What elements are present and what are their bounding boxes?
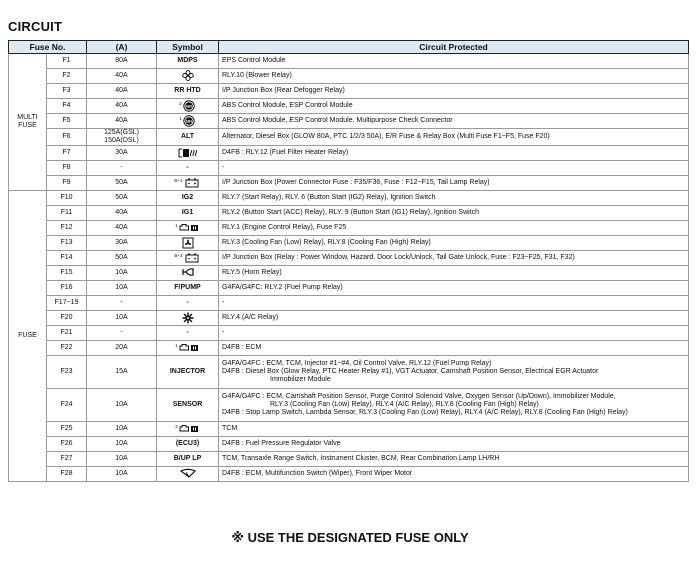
fuse-amperage: 20A (87, 341, 157, 356)
circuit-protected (219, 389, 689, 422)
header-amp: (A) (87, 41, 157, 54)
fuse-amperage: 10A (87, 467, 157, 482)
table-row (9, 422, 689, 437)
symbol-index: 3 (175, 424, 178, 429)
fuse-amperage: 80A (87, 54, 157, 69)
designated-fuse-notice: ※ USE THE DESIGNATED FUSE ONLY (231, 530, 469, 545)
fuel-filter-heater-icon (177, 147, 199, 159)
fuse-symbol (157, 54, 219, 69)
blower-fan-icon (182, 70, 194, 82)
symbol-label: - (186, 299, 189, 306)
fuse-amperage: 50A (87, 251, 157, 266)
horn-icon (181, 267, 195, 279)
table-row (9, 114, 689, 129)
circuit-line: G4FA/G4FC : ECM, TCM, Injector #1~#4, Oil Control Valve, RLY.12 (Fuel Pump Relay) (222, 360, 492, 367)
symbol-label: RR HTD (174, 87, 201, 94)
fuse-number: F8 (47, 161, 87, 176)
fuse-symbol (157, 467, 219, 482)
circuit-line: RLY.3 (Cooling Fan (Low) Relay), RLY.8 (Cooling Fan (High) Relay) (222, 239, 431, 246)
fuse-amperage: 50A (87, 191, 157, 206)
fuse-number: F28 (47, 467, 87, 482)
circuit-line: ABS Control Module, ESP Control Module (222, 102, 353, 109)
fuse-symbol (157, 437, 219, 452)
table-row (9, 69, 689, 84)
table-row (9, 281, 689, 296)
fuse-amperage: 15A (87, 356, 157, 389)
fuse-table-body (9, 54, 689, 482)
table-row (9, 356, 689, 389)
circuit-line: - (222, 299, 225, 306)
fuse-amperage: 10A (87, 437, 157, 452)
table-row (9, 99, 689, 114)
fuse-number: F20 (47, 311, 87, 326)
table-row (9, 326, 689, 341)
fuse-symbol (157, 236, 219, 251)
circuit-protected (219, 146, 689, 161)
circuit-protected (219, 99, 689, 114)
fuse-symbol (157, 281, 219, 296)
circuit-line: RLY.3 (Cooling Fan (Low) Relay), RLY.4 (A/C Relay), RLY.8 (Cooling Fan (High) Relay) (270, 401, 539, 408)
fuse-number: F21 (47, 326, 87, 341)
circuit-line: I/P Junction Box (Relay : Power Window, Hazard, Door Lock/Unlock, Tail Gate Unlock, Fuse : F23~F25, F31, F32) (222, 254, 575, 261)
circuit-protected (219, 452, 689, 467)
cooling-fan-icon (181, 237, 195, 249)
circuit-line: - (222, 329, 225, 336)
circuit-line: Alternator, Diesel Box (GLOW 80A, PTC 1/2/3 50A), E/R Fuse & Relay Box (Multi Fuse F1~F5, Fuse F20) (222, 133, 550, 140)
circuit-line: I/P Junction Box (Rear Defogger Relay) (222, 87, 345, 94)
circuit-line: RLY.7 (Start Relay), RLY. 6 (Button Start (IG2) Relay), Ignition Switch (222, 194, 436, 201)
fuse-symbol (157, 206, 219, 221)
table-row (9, 389, 689, 422)
fuse-amperage: 40A (87, 69, 157, 84)
table-row (9, 251, 689, 266)
fuse-number: F12 (47, 221, 87, 236)
circuit-protected (219, 251, 689, 266)
fuse-amperage: - (87, 161, 157, 176)
engine-ecu-icon (178, 423, 200, 435)
symbol-label: - (186, 164, 189, 171)
circuit-line: TCM (222, 425, 238, 432)
header-circuit: Circuit Protected (219, 41, 689, 54)
fuse-symbol (157, 129, 219, 146)
circuit-protected (219, 176, 689, 191)
fuse-symbol (157, 84, 219, 99)
symbol-label: INJECTOR (169, 368, 206, 375)
symbol-index: B+1 (174, 178, 183, 183)
table-row (9, 84, 689, 99)
fuse-number: F1 (47, 54, 87, 69)
circuit-line: RLY.1 (Engine Control Relay), Fuse F25 (222, 224, 347, 231)
fuse-symbol (157, 326, 219, 341)
fuse-number: F7 (47, 146, 87, 161)
fuse-symbol (157, 422, 219, 437)
fuse-amperage: - (87, 296, 157, 311)
page-title: CIRCUIT (8, 19, 63, 34)
circuit-line: Immobilizer Module (270, 376, 331, 383)
circuit-line: RLY.4 (A/C Relay) (222, 314, 279, 321)
fuse-amperage: 40A (87, 206, 157, 221)
circuit-line: D4FB : Fuel Pressure Regulator Valve (222, 440, 341, 447)
fuse-number: F27 (47, 452, 87, 467)
svg-text:ABS: ABS (185, 104, 193, 109)
symbol-index: B+2 (174, 253, 183, 258)
circuit-protected (219, 69, 689, 84)
table-row (9, 176, 689, 191)
circuit-protected (219, 161, 689, 176)
fuse-symbol (157, 146, 219, 161)
circuit-protected (219, 221, 689, 236)
fuse-symbol (157, 341, 219, 356)
table-row (9, 341, 689, 356)
circuit-line: D4FB : ECM, Multifunction Switch (Wiper), Front Wiper Motor (222, 470, 413, 477)
symbol-label: B/UP LP (173, 455, 202, 462)
table-row (9, 146, 689, 161)
engine-ecu-icon (178, 342, 200, 354)
fuse-symbol (157, 296, 219, 311)
fuse-table (8, 40, 689, 482)
symbol-label: (ECU3) (175, 440, 200, 447)
fuse-number: F6 (47, 129, 87, 146)
table-header-row (9, 41, 689, 54)
circuit-protected (219, 281, 689, 296)
header-fuse-no: Fuse No. (9, 41, 87, 54)
circuit-line: RLY.2 (Button Start (ACC) Relay), RLY. 9 (Button Start (IG1) Relay), Ignition Switch (222, 209, 480, 216)
fuse-number: F9 (47, 176, 87, 191)
fuse-number: F13 (47, 236, 87, 251)
fuse-number: F24 (47, 389, 87, 422)
wiper-icon (179, 468, 197, 480)
circuit-line: G4FA/G4FC: RLY.2 (Fuel Pump Relay) (222, 284, 343, 291)
circuit-protected (219, 422, 689, 437)
fuse-amperage: 10A (87, 452, 157, 467)
fuse-amperage: 50A (87, 176, 157, 191)
table-row (9, 161, 689, 176)
fuse-amperage: 30A (87, 146, 157, 161)
group-label-fuse: FUSE (9, 191, 47, 482)
table-row (9, 311, 689, 326)
table-row (9, 266, 689, 281)
fuse-amperage: 10A (87, 311, 157, 326)
table-row (9, 191, 689, 206)
fuse-symbol (157, 161, 219, 176)
circuit-line: D4FB : Diesel Box (Glow Relay, PTC Heater Relay #1), VGT Actuator, Camshaft Position Sensor, Electrical EGR Actuator (222, 368, 599, 375)
fuse-amperage: 10A (87, 281, 157, 296)
fuse-amperage: 10A (87, 422, 157, 437)
symbol-label: IG2 (181, 194, 194, 201)
fuse-symbol (157, 191, 219, 206)
table-row (9, 296, 689, 311)
fuse-amperage: 125A(GSL) 150A(DSL) (87, 129, 157, 146)
fuse-number: F17~19 (47, 296, 87, 311)
fuse-amperage: 10A (87, 266, 157, 281)
fuse-symbol (157, 251, 219, 266)
circuit-line: RLY.5 (Horn Relay) (222, 269, 282, 276)
circuit-protected (219, 54, 689, 69)
symbol-label: F/PUMP (174, 284, 201, 291)
circuit-protected (219, 296, 689, 311)
table-row (9, 54, 689, 69)
fuse-number: F16 (47, 281, 87, 296)
table-row (9, 129, 689, 146)
fuse-number: F11 (47, 206, 87, 221)
circuit-line: RLY.10 (Blower Relay) (222, 72, 292, 79)
table-row (9, 206, 689, 221)
group-label-multi-fuse: MULTI FUSE (9, 54, 47, 191)
circuit-protected (219, 206, 689, 221)
table-row (9, 452, 689, 467)
fuse-amperage: 40A (87, 114, 157, 129)
svg-text:ABS: ABS (185, 119, 193, 124)
abs-icon (182, 115, 196, 127)
symbol-label: - (186, 329, 189, 336)
fuse-symbol (157, 266, 219, 281)
fuse-symbol (157, 114, 219, 129)
abs-icon (182, 100, 196, 112)
circuit-line: D4FB : Stop Lamp Switch, Lambda Sensor, RLY.3 (Cooling Fan (Low) Relay), RLY.4 (A/C Relay), RLY.8 (Cooling Fan (High) Relay) (222, 409, 628, 416)
circuit-line: - (222, 164, 225, 171)
symbol-label: IG1 (181, 209, 194, 216)
fuse-number: F4 (47, 99, 87, 114)
circuit-protected (219, 356, 689, 389)
battery-icon (183, 252, 201, 264)
circuit-line: D4FB : ECM (222, 344, 262, 351)
symbol-index: 1 (175, 223, 178, 228)
fuse-number: F3 (47, 84, 87, 99)
table-row (9, 467, 689, 482)
circuit-line: EPS Control Module (222, 57, 286, 64)
circuit-protected (219, 84, 689, 99)
fuse-number: F22 (47, 341, 87, 356)
circuit-protected (219, 326, 689, 341)
symbol-index: 1 (175, 343, 178, 348)
circuit-line: TCM, Transaxle Range Switch, Instrument Cluster, BCM, Rear Combination Lamp LH/RH (222, 455, 500, 462)
fuse-amperage: 40A (87, 84, 157, 99)
symbol-label: ALT (180, 133, 195, 140)
fuse-symbol (157, 356, 219, 389)
fuse-symbol (157, 99, 219, 114)
fuse-number: F23 (47, 356, 87, 389)
engine-ecu-icon (178, 222, 200, 234)
battery-icon (183, 177, 201, 189)
circuit-line: G4FA/G4FC : ECM, Camshaft Position Sensor, Purge Control Solenoid Valve, Oxygen Sensor (Up/Down), Immobilizer Module, (222, 393, 616, 400)
fuse-number: F2 (47, 69, 87, 84)
circuit-protected (219, 437, 689, 452)
table-row (9, 236, 689, 251)
circuit-line: D4FB : RLY.12 (Fuel Filter Heater Relay) (222, 149, 349, 156)
symbol-label: MDPS (177, 57, 198, 64)
fuse-number: F10 (47, 191, 87, 206)
circuit-protected (219, 236, 689, 251)
circuit-line: I/P Junction Box (Power Connector Fuse : F35/F36, Fuse : F12~F15, Tail Lamp Relay) (222, 179, 490, 186)
fuse-symbol (157, 311, 219, 326)
fuse-symbol (157, 176, 219, 191)
fuse-amperage: 10A (87, 389, 157, 422)
fuse-symbol (157, 69, 219, 84)
fuse-amperage: 40A (87, 99, 157, 114)
fuse-amperage: 40A (87, 221, 157, 236)
circuit-protected (219, 191, 689, 206)
fuse-number: F15 (47, 266, 87, 281)
fuse-symbol (157, 389, 219, 422)
circuit-protected (219, 341, 689, 356)
fuse-symbol (157, 221, 219, 236)
symbol-index: 2 (179, 101, 182, 106)
table-row (9, 221, 689, 236)
circuit-protected (219, 467, 689, 482)
fuse-amperage: 30A (87, 236, 157, 251)
fuse-number: F26 (47, 437, 87, 452)
fuse-number: F14 (47, 251, 87, 266)
header-symbol: Symbol (157, 41, 219, 54)
symbol-label: SENSOR (172, 401, 203, 408)
fuse-number: F25 (47, 422, 87, 437)
fuse-symbol (157, 452, 219, 467)
circuit-protected (219, 311, 689, 326)
table-row (9, 437, 689, 452)
fuse-amperage: - (87, 326, 157, 341)
circuit-protected (219, 129, 689, 146)
fuse-number: F5 (47, 114, 87, 129)
circuit-protected (219, 266, 689, 281)
ac-icon (182, 312, 194, 324)
symbol-index: 1 (179, 116, 182, 121)
circuit-line: ABS Control Module, ESP Control Module, Multipurpose Check Connector (222, 117, 453, 124)
circuit-protected (219, 114, 689, 129)
